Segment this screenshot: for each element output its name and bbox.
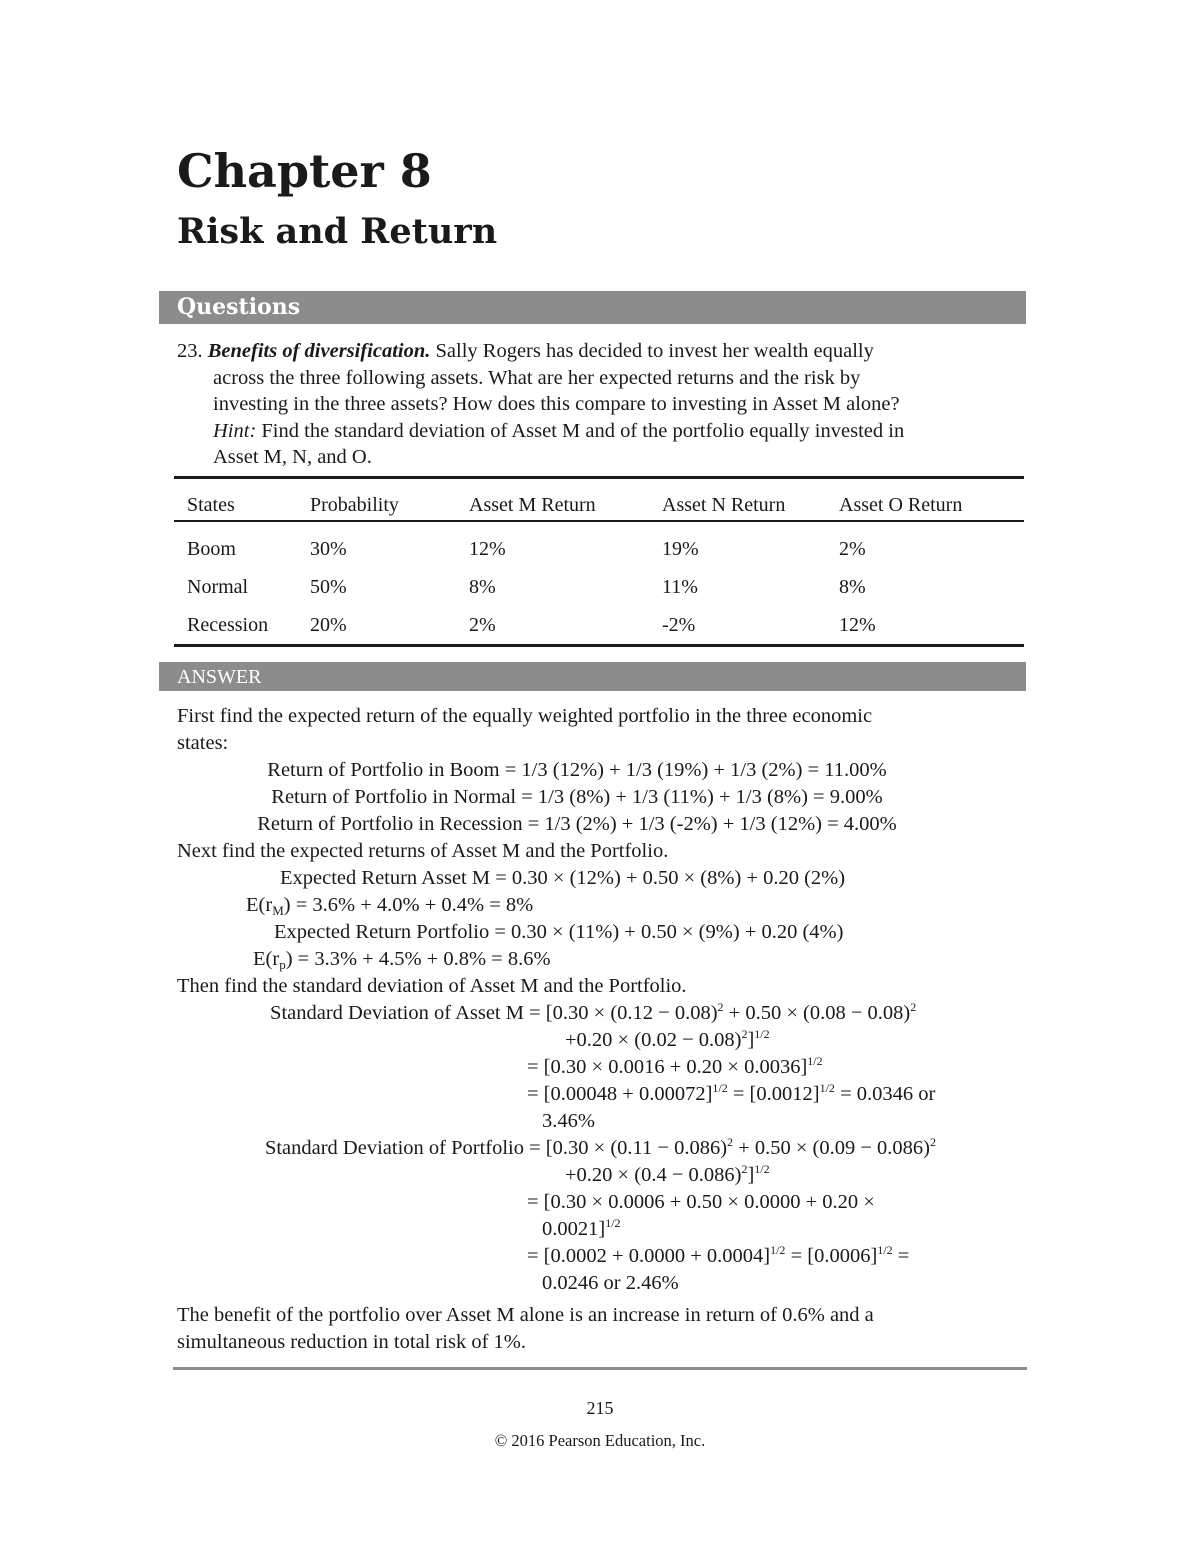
sd-label: Standard Deviation of Asset M [270, 1002, 524, 1024]
equation-erm: $E(r_M) = 3.6\% + 4.0\% + 0.4\% = 8\%$ [246, 894, 534, 918]
sd-label: Standard Deviation of Portfolio [264, 1137, 524, 1159]
equation-sd-portfolio: Standard Deviation of Portfolio = [$0.30 \times (0.11 - 0.086)^2 + 0.50 \times (0.09 - 0.086)^2$ [177, 1135, 1027, 1162]
question-line [177, 418, 1027, 445]
equation-normal: Return of Portfolio in Normal = 1/3 (8%) + 1/3 (11%) + 1/3 (8%) = 9.00% [271, 786, 883, 808]
answer-text: First find the expected return of the equally weighted portfolio in the three economic [177, 705, 873, 727]
table-cell: 19% [662, 538, 699, 560]
equation-expected-return-portfolio: Expected Return Portfolio = 0.30 × (11%) + 0.50 × (9%) + 0.20 (4%) [274, 921, 844, 943]
column-header: Asset M Return [469, 494, 596, 516]
equation-recession: Return of Portfolio in Recession = 1/3 (2%) + 1/3 (-2%) + 1/3 (12%) = 4.00% [257, 813, 897, 835]
column-header: Asset O Return [839, 494, 963, 516]
equation-boom: Return of Portfolio in Boom = 1/3 (12%) + 1/3 (19%) + 1/3 (2%) = 11.00% [267, 759, 887, 781]
answer-text: Then find the standard deviation of Asset M and the Portfolio. [177, 975, 687, 997]
table-cell: 50% [310, 576, 347, 598]
table-cell: Normal [187, 576, 249, 598]
table-row [174, 521, 1024, 568]
table-cell: 8% [839, 576, 866, 598]
table-cell: 2% [839, 538, 866, 560]
answer-conclusion: simultaneous reduction in total risk of 1%. [177, 1331, 527, 1353]
equation-expected-return-m: Expected Return Asset M = 0.30 × (12%) + 0.50 × (8%) + 0.20 (2%) [280, 867, 846, 889]
table-cell: 12% [839, 614, 876, 636]
equation-continuation: 3.46% [542, 1110, 595, 1132]
question-topic: Benefits of diversification. [207, 340, 431, 362]
table-cell: 8% [469, 576, 496, 598]
equation-erp: $E(r_p) = 3.3\% + 4.5\% + 0.8\% = 8.6\%$ [253, 948, 551, 972]
answer-section-header: ANSWER [159, 662, 1026, 691]
question-line: Asset M, N, and O. [213, 446, 372, 468]
question-line [177, 338, 1027, 365]
table-cell: 30% [310, 538, 347, 560]
question-line: across the three following assets. What are her expected returns and the risk by [213, 366, 861, 389]
table-cell: Recession [187, 614, 269, 636]
question-text: Sally Rogers has decided to invest her wealth equally [430, 340, 874, 362]
table-cell: 2% [469, 614, 496, 636]
chapter-title: Chapter 8 [177, 144, 432, 198]
table-cell: 11% [662, 576, 698, 598]
answer-conclusion: The benefit of the portfolio over Asset M alone is an increase in return of 0.6% and a [177, 1304, 874, 1326]
hint-label: Hint: [213, 419, 257, 442]
column-header: Asset N Return [662, 494, 786, 516]
question-number: 23. [177, 340, 203, 362]
table-header-row [174, 478, 1024, 522]
equation-continuation: $+0.20 \times (0.02 - 0.08)^2]^{1/2}$ [565, 1027, 770, 1051]
table-cell: 20% [310, 614, 347, 636]
answer-text: Next find the expected returns of Asset M and the Portfolio. [177, 840, 669, 862]
questions-section-header: Questions [159, 291, 1026, 324]
table-cell: Boom [187, 538, 236, 560]
question-line: investing in the three assets? How does this compare to investing in Asset M alone? [213, 393, 900, 415]
table-cell: -2% [662, 614, 696, 636]
column-header: States [187, 494, 235, 516]
table-row [174, 568, 1024, 606]
table-cell: 12% [469, 538, 506, 560]
answer-text: states: [177, 732, 229, 754]
page-number: 215 [586, 1398, 614, 1418]
equation-continuation: = $[0.00048 + 0.00072]^{1/2} = [0.0012]^{1/2} = 0.0346$ or [527, 1081, 936, 1105]
equation-continuation: $+0.20 \times (0.4 - 0.086)^2]^{1/2}$ [565, 1162, 770, 1186]
equation-continuation: 0.0021]$^{1/2}$ [542, 1216, 621, 1240]
equation-continuation: = $[0.0002 + 0.0000 + 0.0004]^{1/2} = [0.0006]^{1/2}$ = [527, 1243, 910, 1267]
table-row [174, 606, 1024, 646]
copyright-notice: © 2016 Pearson Education, Inc. [494, 1431, 706, 1450]
equation-continuation: = [0.30 × 0.0006 + 0.50 × 0.0000 + 0.20 × [527, 1191, 875, 1213]
hint-text: Find the standard deviation of Asset M and of the portfolio equally invested in [256, 419, 905, 442]
equation-continuation: 0.0246 or 2.46% [542, 1272, 679, 1294]
asset-returns-table [174, 476, 1024, 647]
chapter-subtitle: Risk and Return [177, 211, 498, 252]
question-23 [177, 338, 1027, 471]
answer-body [177, 703, 1027, 1356]
equation-continuation: = $[0.30 \times 0.0016 + 0.20 \times 0.0036]^{1/2}$ [527, 1054, 823, 1078]
column-header: Probability [310, 494, 399, 516]
equation-sd-asset-m: Standard Deviation of Asset $M = [0.30 \times (0.12 - 0.08)^2 + 0.50 \times (0.08 - 0.08)^2$ [177, 1000, 1027, 1027]
footer-divider [173, 1367, 1027, 1370]
